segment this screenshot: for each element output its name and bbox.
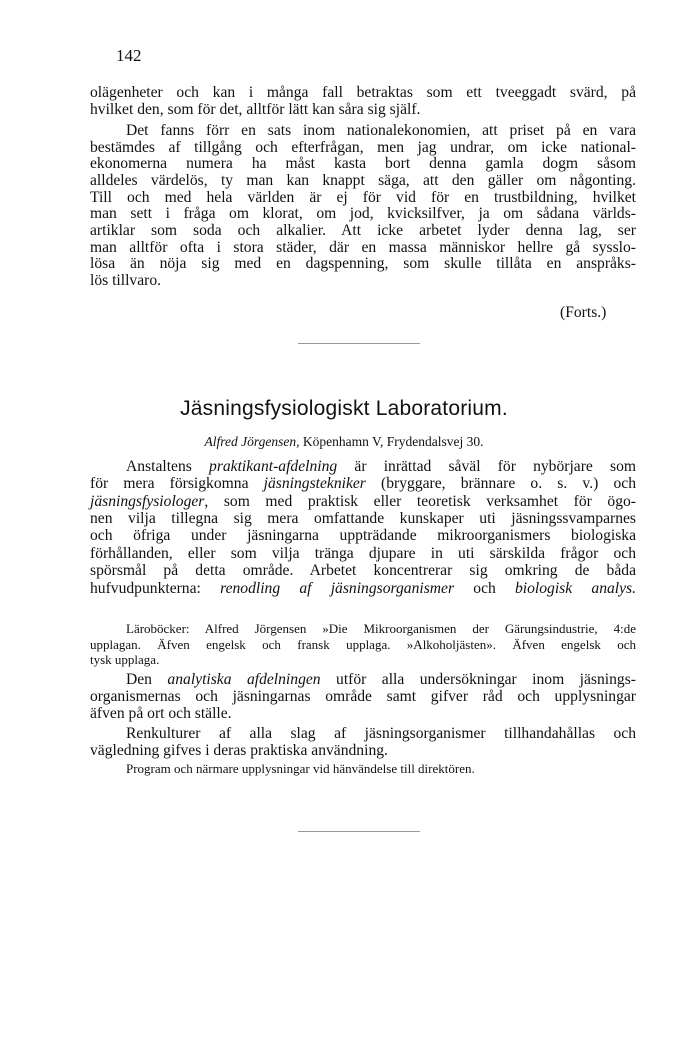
author-name: Alfred Jörgensen,: [204, 434, 300, 449]
text-segment: , som med praktisk eller teoretisk verksamhet för ögo-: [204, 493, 636, 510]
text-segment: Den: [126, 671, 168, 688]
author-address: Köpenhamn V, Frydendalsvej 30.: [299, 434, 484, 449]
emphasized-text: jäsningsfysiologer: [90, 493, 205, 510]
text-segment: och: [454, 580, 515, 597]
text-line: [90, 101, 636, 118]
text-segment: Program och närmare upplysningar vid hänvändelse till direktören.: [126, 761, 475, 776]
text-segment: Läroböcker: Alfred Jörgensen »Die Mikroorganismen der Gärungsindustrie, 4:de: [126, 621, 636, 636]
emphasized-text: praktikant-afdelning: [209, 458, 338, 475]
text-line: [90, 205, 636, 222]
text-segment: hufvudpunkterna:: [90, 580, 221, 597]
text-line: [90, 510, 636, 527]
page-number: 142: [116, 46, 142, 65]
text-segment: äfven på ort och ställe.: [90, 705, 232, 722]
text-line: [90, 84, 636, 101]
text-line: [90, 705, 636, 722]
text-line: [90, 545, 636, 562]
text-segment: olägenheter och kan i många fall betraktas som ett tveeggadt svärd, på: [90, 84, 636, 101]
section-divider: [298, 343, 420, 344]
text-line: [90, 475, 636, 492]
text-line: [90, 580, 636, 597]
text-segment: ekonomerna numera ha måst kasta bort denna gamla dogm såsom: [90, 155, 636, 172]
emphasized-text: jäsningstekniker: [263, 475, 366, 492]
text-line: [90, 139, 636, 156]
emphasized-text: analytiska afdelningen: [167, 671, 321, 688]
text-line: [90, 458, 636, 475]
text-segment: för mera försigkomna: [90, 475, 264, 492]
text-line: [90, 255, 636, 272]
text-segment: lös tillvaro.: [90, 272, 162, 289]
text-segment: Renkulturer af alla slag af jäsningsorganismer tillhandahållas och: [126, 725, 636, 742]
text-segment: förhållanden, eller som vilja tränga djupare in uti särskilda frågor och: [90, 545, 636, 562]
text-segment: upplagan. Äfven engelsk och fransk upplaga. »Alkoholjästen». Äfven engelsk och: [90, 637, 636, 652]
text-line: [90, 762, 636, 776]
text-segment: (bryggare, brännare o. s. v.) och: [365, 475, 636, 492]
text-line: [90, 638, 636, 652]
text-segment: man sett i fråga om klorat, om jod, kvicksilfver, ja om sådana världs-: [90, 205, 636, 222]
text-segment: nen vilja tillegna sig mera omfattande kunskaper uti jäsningssvamparnes: [90, 510, 636, 527]
text-segment: spörsmål på detta område. Arbetet koncentrerar sig omkring de båda: [90, 562, 636, 579]
text-segment: artiklar som soda och alkalier. Att icke arbetet lyder denna lag, ser: [90, 222, 636, 239]
text-segment: är inrättad såväl för nybörjare som: [337, 458, 636, 475]
text-line: [90, 688, 636, 705]
text-line: [90, 725, 636, 742]
emphasized-text: renodling af jäsningsorganismer: [220, 580, 455, 597]
text-segment: alldeles värdelös, ty man kan knappt säga, att den gäller om någonting.: [90, 172, 636, 189]
text-line: [90, 653, 636, 667]
text-segment: vägledning gifves i deras praktiska användning.: [90, 742, 388, 759]
text-segment: tysk upplaga.: [90, 652, 160, 667]
text-line: [90, 622, 636, 636]
text-segment: bestämdes af tillgång och efterfrågan, men jag undrar, om icke national-: [90, 139, 636, 156]
text-segment: Till och med hela världen är ej för vid för en trustbildning, hvilket: [90, 189, 636, 206]
section-subtitle: [0, 434, 688, 450]
text-segment: lösa än nöja sig med en dagspenning, som skulle tillåta en anspråks-: [90, 255, 636, 272]
section-title: Jäsningsfysiologiskt Laboratorium.: [180, 397, 508, 420]
text-segment: hvilket den, som för det, alltför lätt kan såra sig själf.: [90, 101, 421, 118]
text-segment: och öfriga under jäsningarna uppträdande mikroorganismers biologiska: [90, 527, 636, 544]
text-line: [90, 527, 636, 544]
text-segment: man alltför ofta i stora städer, där en massa människor hellre gå sysslo-: [90, 239, 636, 256]
text-line: [90, 222, 636, 239]
text-line: [90, 122, 636, 139]
text-segment: Det fanns förr en sats inom nationalekonomien, att priset på en vara: [126, 122, 636, 139]
end-divider: [298, 831, 420, 832]
continued-note: (Forts.): [560, 304, 607, 321]
text-segment: Anstaltens: [126, 458, 210, 475]
text-line: [90, 272, 636, 289]
text-line: [90, 671, 636, 688]
text-line: [90, 189, 636, 206]
text-segment: organismernas och jäsningarnas område samt gifver råd och upplysningar: [90, 688, 636, 705]
text-segment: utför alla undersökningar inom jäsnings-: [320, 671, 636, 688]
text-line: [90, 493, 636, 510]
text-line: [90, 562, 636, 579]
text-line: [90, 155, 636, 172]
text-line: [90, 239, 636, 256]
text-line: [90, 742, 636, 759]
text-line: [90, 172, 636, 189]
emphasized-text: biologisk analys.: [515, 580, 637, 597]
